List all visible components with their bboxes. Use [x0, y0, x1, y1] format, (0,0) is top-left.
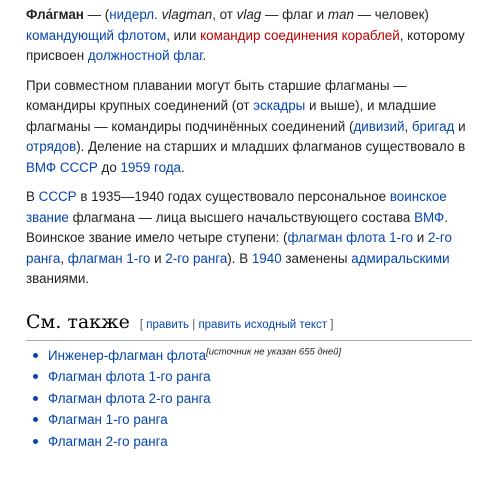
- see-also-link[interactable]: Флагман флота 2-го ранга: [48, 390, 211, 406]
- edit-source-link[interactable]: править исходный текст: [198, 318, 328, 331]
- bullet-icon: [33, 374, 38, 379]
- list-item: [48, 388, 472, 410]
- link-dutch[interactable]: нидерл.: [109, 7, 158, 22]
- link-detachments[interactable]: отрядов: [26, 139, 77, 154]
- section-title: См. также: [26, 310, 130, 333]
- link-admiral[interactable]: адмиральскими: [351, 250, 450, 266]
- see-also-list: [26, 345, 472, 453]
- link-squadron[interactable]: эскадры: [253, 98, 306, 113]
- paragraph-definition: Фла́гман — (нидерл. vlagman, от vlag — флаг и man — человек) командующий флотом, или командир соединения кораблей, которому присвоен должностной флаг.: [26, 7, 465, 63]
- bullet-icon: [33, 353, 38, 358]
- citation-needed-note[interactable]: [источник не указан 655 дней]: [206, 346, 342, 358]
- see-also-link[interactable]: Флагман 2-го ранга: [48, 433, 168, 449]
- bullet-icon: [33, 396, 38, 401]
- see-also-link[interactable]: Флагман флота 1-го ранга: [48, 369, 211, 384]
- link-fleet-flagman-2[interactable]: 2-го ранга: [26, 230, 452, 266]
- edit-section-link[interactable]: править: [146, 318, 190, 331]
- paragraph-senior-junior: При совместном плавании могут быть старшие флагманы — командиры крупных соединений (от эскадры и выше), и младшие флагманы — командиры подчинённых соединений (дивизий, бригад и отрядов). Деление на старших и младших флагманов существовало в ВМФ СССР до 1959 года.: [26, 77, 466, 175]
- list-item: [48, 431, 472, 453]
- see-also-link[interactable]: Инженер-флагман флота: [48, 347, 207, 363]
- link-fleet-commander[interactable]: командующий флотом: [26, 27, 167, 43]
- list-item: [48, 345, 472, 367]
- link-flagman-2[interactable]: 2-го ранга: [165, 250, 228, 266]
- link-vmf-ussr[interactable]: ВМФ СССР: [26, 159, 98, 175]
- list-item: [48, 409, 472, 431]
- link-ussr[interactable]: СССР: [38, 189, 77, 204]
- link-divisions[interactable]: дивизий: [353, 118, 405, 134]
- bullet-icon: [33, 439, 38, 444]
- article-body: [26, 5, 472, 452]
- link-military-rank[interactable]: воинское звание: [26, 189, 447, 225]
- list-item: [48, 366, 472, 388]
- section-heading-see-also: [26, 309, 472, 341]
- link-brigades[interactable]: бригад: [411, 118, 455, 134]
- link-vmf[interactable]: ВМФ: [414, 209, 445, 225]
- link-fleet-flagman-1[interactable]: флагман флота 1-го: [287, 230, 414, 245]
- link-1940[interactable]: 1940: [251, 250, 282, 266]
- paragraph-ussr-rank: В СССР в 1935—1940 годах существовало персональное воинское звание флагмана — лица высшего начальствующего состава ВМФ. Воинское звание имело четыре ступени: (флагман флота 1-го и 2-го ранга, флагман 1-го и 2-го ранга). В 1940 заменены адмиральскими званиями.: [26, 189, 452, 286]
- article-term: Фла́гман: [26, 7, 84, 22]
- bullet-icon: [33, 417, 38, 422]
- redlink-formation-commander[interactable]: командир соединения кораблей: [200, 27, 400, 43]
- section-edit-links: [ править | править исходный текст ]: [139, 318, 334, 331]
- link-1959[interactable]: 1959 года: [120, 159, 181, 175]
- link-positional-flag[interactable]: должностной флаг: [87, 48, 203, 63]
- link-flagman-1[interactable]: флагман 1-го: [67, 250, 151, 266]
- see-also-link[interactable]: Флагман 1-го ранга: [48, 412, 168, 427]
